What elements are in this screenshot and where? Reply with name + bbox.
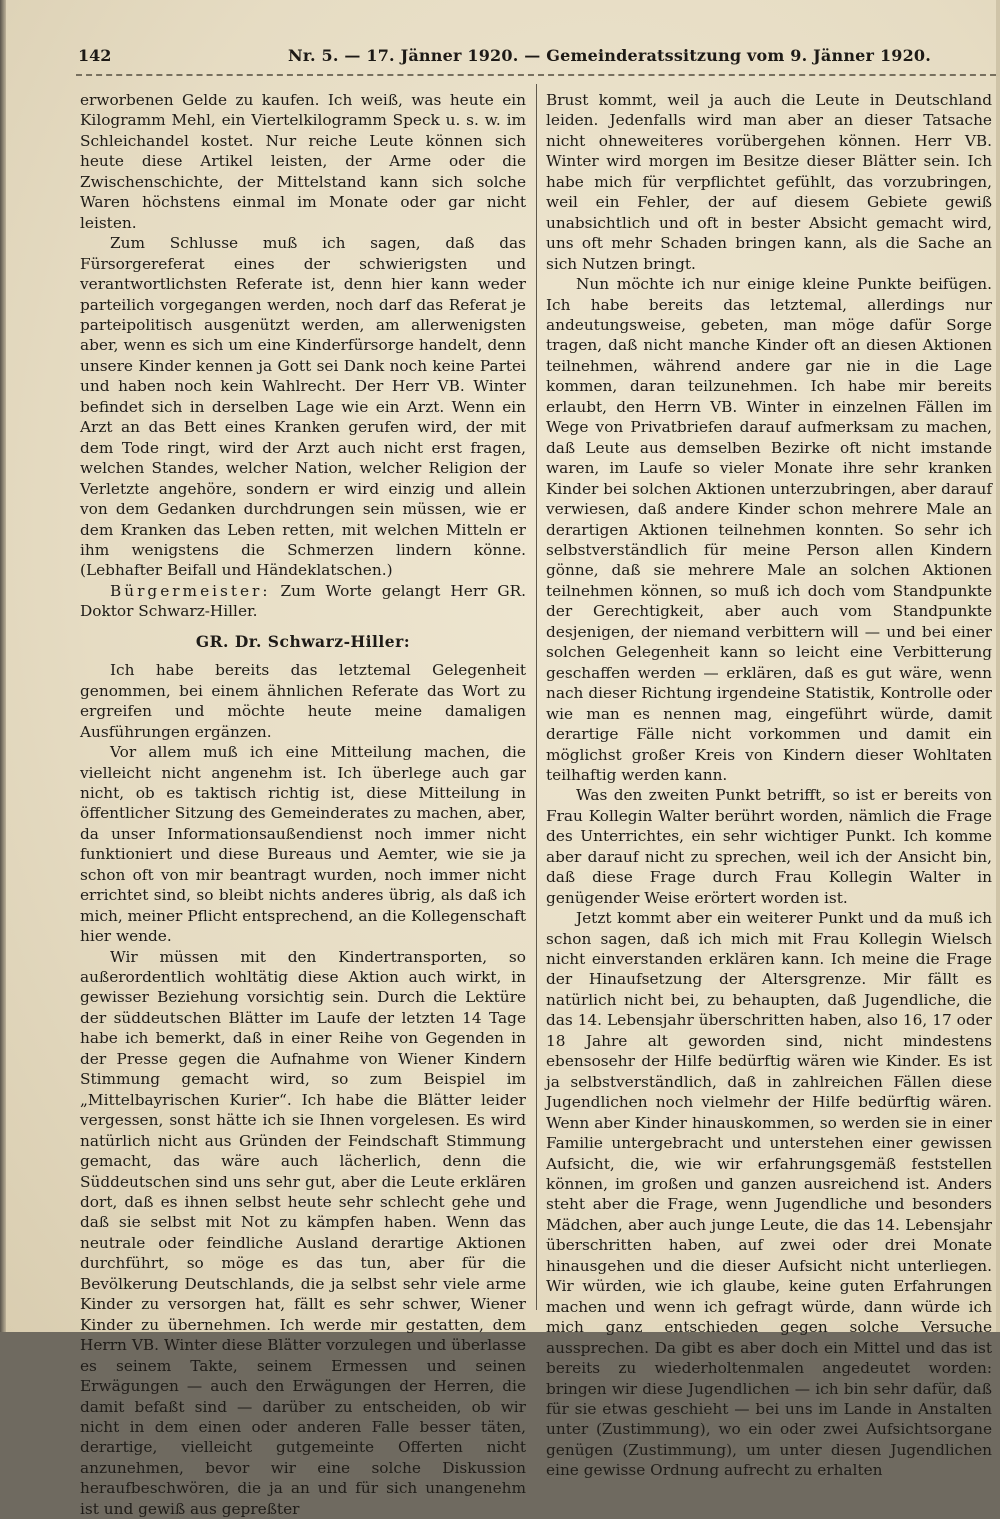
speaker-label: Bürgermeister:	[110, 581, 271, 600]
paragraph: erworbenen Gelde zu kaufen. Ich weiß, was heute ein Kilogramm Mehl, ein Viertelkilogramm Speck u. s. w. im Schleichandel kostet. Nur reiche Leute können sich heute diese Artikel leisten, der Arme oder die Zwischenschichte, der Mittelstand kann sich solche Waren höchstens einmal im Monate oder gar nicht leisten.	[80, 91, 526, 232]
left-column	[80, 90, 526, 1518]
paragraph: Wir müssen mit den Kindertransporten, so außerordentlich wohltätig diese Aktion auch wirkt, in gewisser Beziehung vorsichtig sein. Durch die Lektüre der süddeutschen Blätter im Laufe der letzten 14 Tage habe ich bemerkt, daß in einer Reihe von Gegenden in der Presse gegen die Aufnahme von Wiener Kindern Stimmung gemacht wird, so zum Beispiel im „Mittelbayrischen Kurier“. Ich habe die Blätter leider vergessen, sonst hätte ich sie Ihnen vorgelesen. Es wird natürlich nicht aus Gründen der Feindschaft Stimmung gemacht, das wäre auch lächerlich, denn die Süddeutschen sind uns sehr gut, aber die Leute erklären dort, daß es ihnen selbst heute sehr schlecht gehe und daß sie selbst mit Not zu kämpfen haben. Wenn das neutrale oder feindliche Ausland derartige Aktionen durchführt, so möge es das tun, aber für die Bevölkerung Deutschlands, die ja selbst sehr viele arme Kinder zu versorgen hat, fällt es sehr schwer, Wiener Kinder zu übernehmen. Ich werde mir gestatten, dem Herrn VB. Winter diese Blätter vorzulegen und überlasse es seinem Takte, seinem Ermessen und seinen Erwägungen — auch den Erwägungen der Herren, die damit befaßt sind — darüber zu entscheiden, ob wir nicht in dem einen oder anderen Falle besser täten, derartige, vielleicht gutgemeinte Offerten nicht anzunehmen, bevor wir eine solche Diskussion heraufbeschwören, die ja an und für sich unangenehm ist und gewiß aus gepreßter	[80, 947, 526, 1518]
paragraph: Brust kommt, weil ja auch die Leute in Deutschland leiden. Jedenfalls wird man aber an dieser Tatsache nicht ohneweiteres vorübergehen können. Herr VB. Winter wird morgen im Besitze dieser Blätter sein. Ich habe mich für verpflichtet gefühlt, das vorzubringen, weil ein Fehler, der auf diesem Gebiete gewiß unabsichtlich und oft in bester Absicht gemacht wird, uns oft mehr Schaden bringen kann, als die Sache an sich Nutzen bringt.	[546, 91, 992, 273]
page-edge-right	[996, 0, 1000, 1332]
paragraph-text: Zum Worte gelangt Herr GR. Doktor Schwarz-Hiller.	[80, 581, 526, 621]
page-edge-shadow	[0, 0, 6, 1332]
header-rule	[76, 74, 996, 76]
running-head: Nr. 5. — 17. Jänner 1920. — Gemeinderatssitzung vom 9. Jänner 1920.	[288, 46, 932, 65]
paragraph: Jetzt kommt aber ein weiterer Punkt und da muß ich schon sagen, daß ich mich mit Frau Kollegin Wielsch nicht einverstanden erklären kann. Ich meine die Frage der Hinaufsetzung der Altersgrenze. Mir fällt es natürlich nicht bei, zu behaupten, daß Jugendliche, die das 14. Lebensjahr überschritten haben, also 16, 17 oder 18 Jahre alt geworden sind, nicht mindestens ebensosehr der Hilfe bedürftig wären wie Kinder. Es ist ja selbstverständlich, daß in zahlreichen Fällen diese Jugendlichen noch vielmehr der Hilfe bedürftig wären. Wenn aber Kinder hinauskommen, so werden sie in einer Familie untergebracht und unterstehen einer gewissen Aufsicht, die, wie wir erfahrungsgemäß feststellen können, im großen und ganzen ausreichend ist. Anders steht aber die Frage, wenn Jugendliche und besonders Mädchen, aber auch junge Leute, die das 14. Lebensjahr überschritten haben, auf zwei oder drei Monate hinausgehen und die dieser Aufsicht nicht unterliegen. Wir würden, wie ich glaube, keine guten Erfahrungen machen und wenn ich gefragt würde, dann würde ich mich ganz entschieden gegen solche Versuche aussprechen. Da gibt es aber doch ein Mittel und das ist bereits zu wiederholtenmalen angedeutet worden: bringen wir diese Jugendlichen — ich bin sehr dafür, daß für sie etwas geschieht — bei uns im Lande in Anstalten unter (Zustimmung), wo ein oder zwei Aufsichtsorgane genügen (Zustimmung), um unter diesen Jugendlichen eine gewisse Ordnung aufrecht zu erhalten	[546, 909, 992, 1480]
paragraph: Ich habe bereits das letztemal Gelegenheit genommen, bei einem ähnlichen Referate das Wort zu ergreifen und möchte heute meine damaligen Ausführungen ergänzen.	[80, 661, 526, 741]
page-header	[78, 44, 932, 70]
paragraph: Vor allem muß ich eine Mitteilung machen, die vielleicht nicht angenehm ist. Ich überlege auch gar nicht, ob es taktisch richtig ist, diese Mitteilung in öffentlicher Sitzung des Gemeinderates zu machen, aber, da unser Informationsaußendienst noch immer nicht funktioniert und diese Bureaus und Aemter, wie sie ja schon oft von mir beantragt wurden, noch immer nicht errichtet sind, so bleibt nichts anderes übrig, als daß ich mich, meiner Pflicht entsprechend, an die Kollegenschaft hier wende.	[80, 743, 526, 946]
column-rule	[536, 84, 537, 1310]
paragraph: Zum Schlusse muß ich sagen, daß das Fürsorgereferat eines der schwierigsten und verantwortlichsten Referate ist, denn hier kann weder parteilich vorgegangen werden, noch darf das Referat je parteipolitisch ausgenützt werden, am allerwenigsten aber, wenn es sich um eine Kinderfürsorge handelt, denn unsere Kinder kennen ja Gott sei Dank noch keine Partei und haben noch kein Wahlrecht. Der Herr VB. Winter befindet sich in derselben Lage wie ein Arzt. Wenn ein Arzt an das Bett eines Kranken gerufen wird, der mit dem Tode ringt, wird der Arzt auch nicht erst fragen, welchen Standes, welcher Nation, welcher Religion der Verletzte angehöre, sondern er wird einzig und allein von dem Gedanken durchdrungen sein müssen, wie er dem Kranken das Leben retten, mit welchen Mitteln er ihm wenigstens die Schmerzen lindern könne. (Lebhafter Beifall und Händeklatschen.)	[80, 234, 526, 580]
speaker-heading: GR. Dr. Schwarz-Hiller:	[195, 631, 411, 651]
paragraph: Nun möchte ich nur einige kleine Punkte beifügen. Ich habe bereits das letztemal, allerdings nur andeutungsweise, gebeten, man möge dafür Sorge tragen, daß nicht manche Kinder oft an diesen Aktionen teilnehmen, während andere gar nie in die Lage kommen, daran teilzunehmen. Ich habe mir bereits erlaubt, den Herrn VB. Winter in einzelnen Fällen im Wege von Privatbriefen darauf aufmerksam zu machen, daß Leute aus demselben Bezirke oft nicht imstande waren, im Laufe so vieler Monate ihre sehr kranken Kinder bei solchen Aktionen unterzubringen, aber darauf verwiesen, daß andere Kinder schon mehrere Male an derartigen Aktionen teilnehmen konnten. So sehr ich selbstverständlich für meine Person allen Kindern gönne, daß sie mehrere Male an solchen Aktionen teilnehmen können, so muß ich doch vom Standpunkte der Gerechtigkeit, aber auch vom Standpunkte desjenigen, der niemand verbittern will — und bei einer solchen Gelegenheit kann so leicht eine Verbitterung geschaffen werden — erklären, daß es gut wäre, wenn nach dieser Richtung irgendeine Statistik, Kontrolle oder wie man es nennen mag, eingeführt würde, damit derartige Fälle nicht vorkommen und damit ein möglichst großer Kreis von Kindern dieser Wohltaten teilhaftig werden kann.	[546, 275, 992, 784]
paragraph	[80, 581, 526, 622]
page-number: 142	[78, 46, 112, 65]
right-column	[546, 90, 992, 1480]
paragraph: Was den zweiten Punkt betrifft, so ist er bereits von Frau Kollegin Walter berührt worden, nämlich die Frage des Unterrichtes, ein sehr wichtiger Punkt. Ich komme aber darauf nicht zu sprechen, weil ich der Ansicht bin, daß diese Frage durch Frau Kollegin Walter in genügender Weise erörtert worden ist.	[546, 786, 992, 907]
